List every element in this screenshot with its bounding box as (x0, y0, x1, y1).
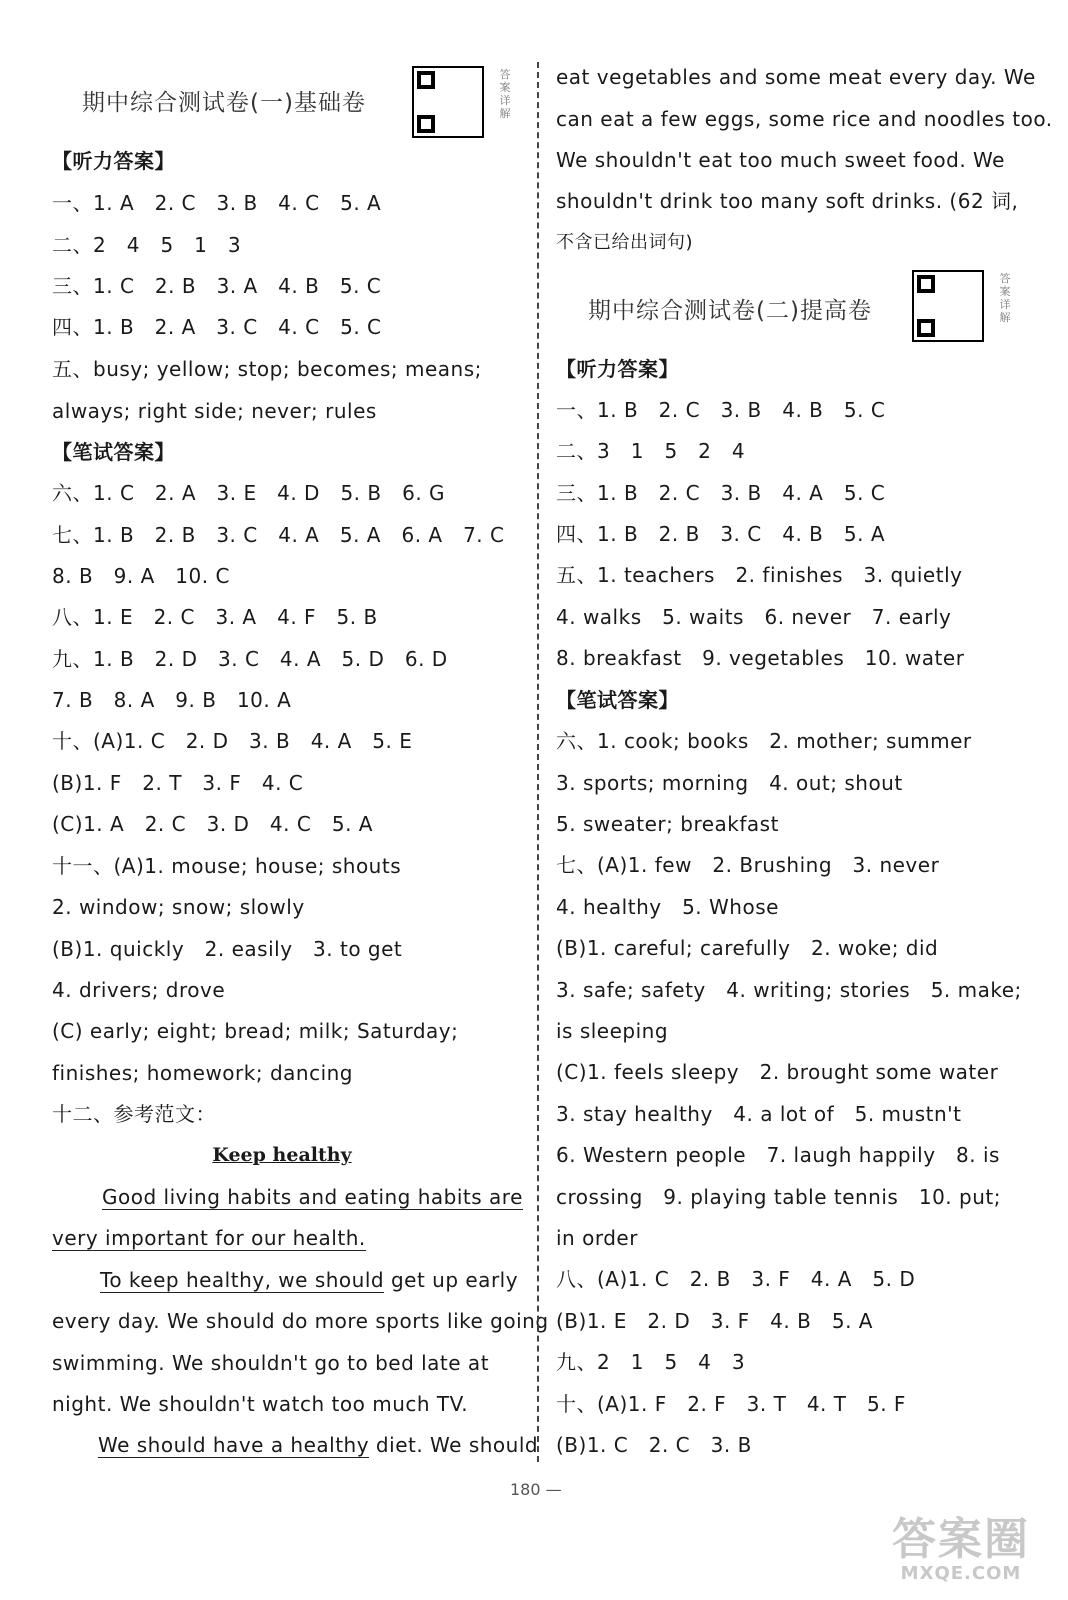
answer-line: 十、(A)1. C 2. D 3. B 4. A 5. E (52, 729, 413, 753)
answer-line: 二、3 1 5 2 4 (556, 439, 746, 463)
answer-line: 8. B 9. A 10. C (52, 564, 230, 588)
answer-line: 九、2 1 5 4 3 (556, 1350, 746, 1374)
listening-header: 【听力答案】 (556, 357, 679, 381)
watermark-logo (866, 1516, 1056, 1586)
answer-line: 五、busy; yellow; stop; becomes; means; (52, 357, 482, 381)
essay-line: every day. We should do more sports like going (52, 1309, 549, 1333)
answer-line: 八、(A)1. C 2. B 3. F 4. A 5. D (556, 1267, 916, 1291)
written-header: 【笔试答案】 (556, 688, 679, 712)
answer-line: 十二、参考范文： (52, 1102, 216, 1126)
page-number: 180 — (510, 1480, 562, 1499)
answer-line: always; right side; never; rules (52, 399, 377, 423)
essay-line: swimming. We shouldn't go to bed late at (52, 1351, 490, 1375)
answer-line: 3. safe; safety 4. writing; stories 5. make; (556, 978, 1022, 1002)
answer-line: crossing 9. playing table tennis 10. put; (556, 1185, 1001, 1209)
answer-line: (B)1. quickly 2. easily 3. to get (52, 937, 403, 961)
essay-line: We shouldn't eat too much sweet food. We (556, 148, 1005, 172)
answer-line: 3. stay healthy 4. a lot of 5. mustn't (556, 1102, 962, 1126)
answer-line: 三、1. B 2. C 3. B 4. A 5. C (556, 481, 886, 505)
essay-title: Keep healthy (212, 1144, 352, 1166)
answer-line: 八、1. E 2. C 3. A 4. F 5. B (52, 605, 378, 629)
answer-line: 六、1. cook; books 2. mother; summer (556, 729, 972, 753)
essay-line: very important for our health. (52, 1226, 366, 1250)
answer-line: is sleeping (556, 1019, 669, 1043)
qr-code-2[interactable] (912, 270, 984, 342)
answer-line: finishes; homework; dancing (52, 1061, 353, 1085)
answer-line: 七、1. B 2. B 3. C 4. A 5. A 6. A 7. C (52, 523, 505, 547)
answer-line: 2. window; snow; slowly (52, 895, 305, 919)
answer-line: (C)1. A 2. C 3. D 4. C 5. A (52, 812, 373, 836)
essay-line: can eat a few eggs, some rice and noodles too. (556, 107, 1053, 131)
answer-line: 四、1. B 2. A 3. C 4. C 5. C (52, 315, 382, 339)
answer-line: in order (556, 1226, 638, 1250)
answer-line: 一、1. A 2. C 3. B 4. C 5. A (52, 191, 382, 215)
column-divider (537, 62, 539, 1462)
answer-line: 4. healthy 5. Whose (556, 895, 779, 919)
listening-header: 【听力答案】 (52, 149, 175, 173)
answer-line: 七、(A)1. few 2. Brushing 3. never (556, 853, 940, 877)
essay-line: Good living habits and eating habits are (102, 1185, 523, 1209)
answer-line: 十一、(A)1. mouse; house; shouts (52, 854, 402, 878)
answer-line: (B)1. F 2. T 3. F 4. C (52, 771, 304, 795)
answer-line: 四、1. B 2. B 3. C 4. B 5. A (556, 522, 886, 546)
answer-line: 三、1. C 2. B 3. A 4. B 5. C (52, 274, 382, 298)
qr-code-1[interactable] (412, 66, 484, 138)
answer-line: 7. B 8. A 9. B 10. A (52, 688, 292, 712)
answer-line: 一、1. B 2. C 3. B 4. B 5. C (556, 398, 886, 422)
essay-line: shouldn't drink too many soft drinks. (62 词, (556, 189, 1019, 213)
watermark-text: 答案圈 (892, 1514, 1030, 1565)
answer-line: (B)1. E 2. D 3. F 4. B 5. A (556, 1309, 873, 1333)
answer-line: (B)1. C 2. C 3. B (556, 1433, 752, 1457)
answer-line: 5. sweater; breakfast (556, 812, 779, 836)
answer-line: 二、2 4 5 1 3 (52, 233, 242, 257)
qr-caption-1: 答案详解 (499, 68, 511, 120)
answer-line: 五、1. teachers 2. finishes 3. quietly (556, 563, 963, 587)
answer-line: 4. walks 5. waits 6. never 7. early (556, 605, 952, 629)
answer-line: 8. breakfast 9. vegetables 10. water (556, 646, 965, 670)
essay-line: 不含已给出词句) (556, 232, 694, 253)
qr-caption-2: 答案详解 (999, 272, 1011, 324)
answer-line: 十、(A)1. F 2. F 3. T 4. T 5. F (556, 1392, 906, 1416)
answer-line: 4. drivers; drove (52, 978, 226, 1002)
written-header: 【笔试答案】 (52, 440, 175, 464)
answer-line: 九、1. B 2. D 3. C 4. A 5. D 6. D (52, 647, 448, 671)
essay-line: We should have a healthy diet. We should (98, 1433, 539, 1457)
essay-line: To keep healthy, we should get up early (100, 1268, 519, 1292)
section-title-2: 期中综合测试卷(二)提高卷 (588, 298, 872, 324)
answer-line: 6. Western people 7. laugh happily 8. is (556, 1143, 1000, 1167)
answer-line: 3. sports; morning 4. out; shout (556, 771, 903, 795)
watermark-url: MXQE.COM (900, 1563, 1022, 1584)
answer-line: (B)1. careful; carefully 2. woke; did (556, 936, 939, 960)
answer-line: (C)1. feels sleepy 2. brought some water (556, 1060, 999, 1084)
answer-line: 六、1. C 2. A 3. E 4. D 5. B 6. G (52, 481, 446, 505)
answer-line: (C) early; eight; bread; milk; Saturday; (52, 1019, 459, 1043)
section-title-1: 期中综合测试卷(一)基础卷 (82, 90, 366, 116)
essay-line: eat vegetables and some meat every day. We (556, 65, 1036, 89)
essay-line: night. We shouldn't watch too much TV. (52, 1392, 469, 1416)
